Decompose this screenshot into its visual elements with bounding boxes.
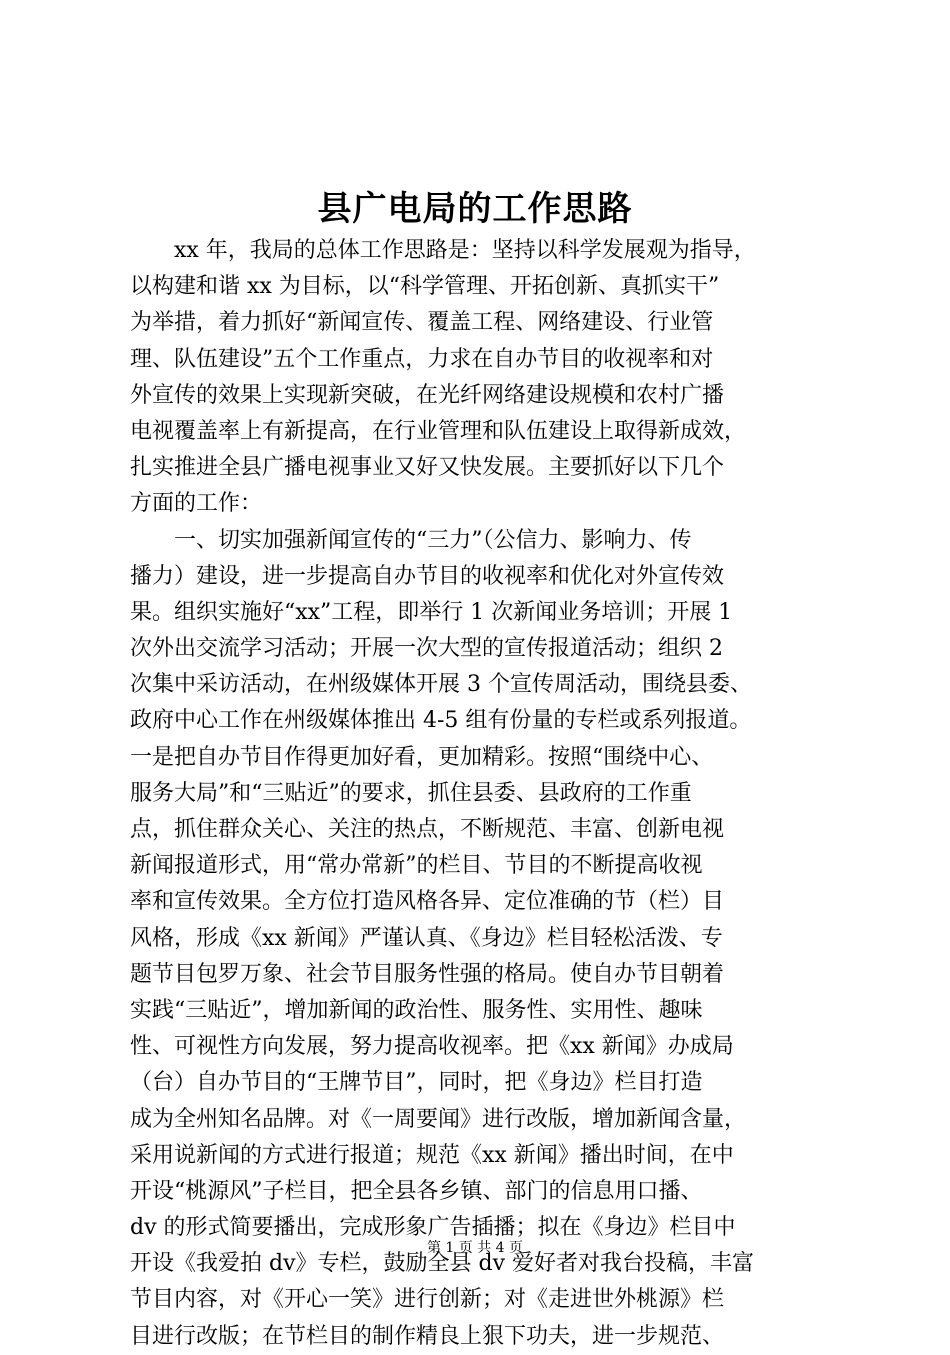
body-line: dv 的形式简要播出，完成形象广告插播；拟在《身边》栏目中 xyxy=(130,1215,736,1241)
body-line: 点，抓住群众关心、关注的热点，不断规范、丰富、创新电视 xyxy=(130,817,725,842)
document-title: 县广电局的工作思路 xyxy=(317,189,633,229)
body-line: 果。组织实施好“xx”工程，即举行 1 次新闻业务培训；开展 1 xyxy=(130,599,733,625)
body-line: 题节目包罗万象、社会节目服务性强的格局。使自办节目朝着 xyxy=(130,961,725,987)
body-line: 政府中心工作在州级媒体推出 4-5 组有份量的专栏或系列报道。 xyxy=(130,708,752,734)
body-line: 次集中采访活动，在州级媒体开展 3 个宣传周活动，围绕县委、 xyxy=(130,672,752,698)
body-line: 新闻报道形式，用“常办常新”的栏目、节目的不断提高收视 xyxy=(130,853,703,879)
body-line: 次外出交流学习活动；开展一次大型的宣传报道活动；组织 2 xyxy=(130,636,723,662)
body-line: 开设“桃源风”子栏目，把全县各乡镇、部门的信息用口播、 xyxy=(130,1178,703,1204)
body-line: 性、可视性方向发展，努力提高收视率。把《xx 新闻》办成局 xyxy=(130,1034,734,1060)
body-line: 采用说新闻的方式进行报道；规范《xx 新闻》播出时间，在中 xyxy=(130,1142,734,1168)
body-line: xx 年，我局的总体工作思路是：坚持以科学发展观为指导， xyxy=(130,238,756,263)
body-line: 播力）建设，进一步提高自办节目的收视率和优化对外宣传效 xyxy=(130,563,725,589)
body-line: 一是把自办节目作得更加好看，更加精彩。按照“围绕中心、 xyxy=(130,744,714,770)
page-footer: 第 1 页 共 4 页 xyxy=(426,1240,524,1256)
body-line: 扎实推进全县广播电视事业又好又快发展。主要抓好以下几个 xyxy=(130,455,725,481)
body-line: 目进行改版；在节栏目的制作精良上狠下功夫，进一步规范、 xyxy=(130,1323,725,1349)
body-line: 服务大局”和“三贴近”的要求，抓住县委、县政府的工作重 xyxy=(130,780,692,806)
document-body xyxy=(130,233,830,1355)
body-line: 电视覆盖率上有新提高，在行业管理和队伍建设上取得新成效， xyxy=(130,418,747,444)
body-line: 以构建和谐 xx 为目标，以“科学管理、开拓创新、真抓实干” xyxy=(130,274,720,300)
body-line: 节目内容，对《开心一笑》进行创新；对《走进世外桃源》栏 xyxy=(130,1287,725,1313)
body-line: 率和宣传效果。全方位打造风格各异、定位准确的节（栏）目 xyxy=(130,889,725,915)
body-line: （台）自办节目的“王牌节目”，同时，把《身边》栏目打造 xyxy=(130,1070,703,1096)
body-line: 方面的工作： xyxy=(130,491,263,517)
body-line: 风格，形成《xx 新闻》严谨认真、《身边》栏目轻松活泼、专 xyxy=(130,925,723,951)
body-line: 为举措，着力抓好“新闻宣传、覆盖工程、网络建设、行业管 xyxy=(130,310,714,336)
body-line: 开设《我爱拍 dv》专栏，鼓励全县 dv 爱好者对我台投稿，丰富 xyxy=(130,1251,755,1277)
body-line: 成为全州知名品牌。对《一周要闻》进行改版，增加新闻含量， xyxy=(130,1106,747,1132)
body-line: 一、切实加强新闻宣传的“三力”（公信力、影响力、传 xyxy=(130,527,692,553)
body-line: 理、队伍建设”五个工作重点，力求在自办节目的收视率和对 xyxy=(130,346,714,372)
body-line: 实践“三贴近”，增加新闻的政治性、服务性、实用性、趣味 xyxy=(130,997,703,1023)
body-line: 外宣传的效果上实现新突破，在光纤网络建设规模和农村广播 xyxy=(130,382,725,408)
